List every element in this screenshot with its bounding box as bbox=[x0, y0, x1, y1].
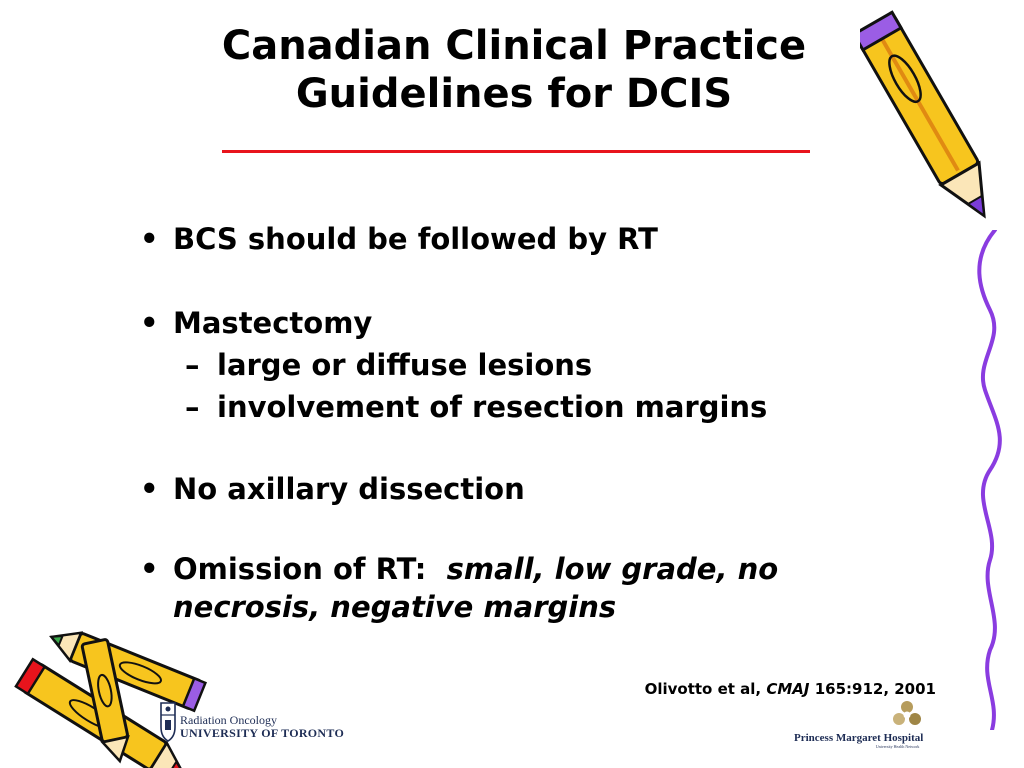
sub-bullet-marker: – bbox=[185, 390, 200, 424]
uoft-department: Radiation Oncology bbox=[180, 713, 277, 727]
uoft-name: UNIVERSITY OF TORONTO bbox=[180, 726, 345, 740]
pmh-network: University Health Network bbox=[875, 744, 920, 749]
bullet-continuation: necrosis, negative margins bbox=[173, 590, 617, 624]
bullet-item bbox=[140, 548, 778, 590]
bullet-item bbox=[140, 302, 372, 344]
bullet-marker: • bbox=[140, 472, 159, 506]
pmh-name: Princess Margaret Hospital bbox=[794, 732, 924, 744]
citation-journal: CMAJ bbox=[766, 680, 810, 698]
bullet-item bbox=[140, 468, 525, 510]
citation-ref: 165:912, 2001 bbox=[814, 680, 936, 698]
bullet-text: Mastectomy bbox=[173, 306, 373, 340]
bullet-italic-text: small, low grade, no bbox=[446, 552, 779, 586]
bullet-text: BCS should be followed by RT bbox=[173, 222, 658, 256]
slide-title bbox=[150, 22, 878, 118]
pencil-icon bbox=[860, 2, 1000, 242]
title-underline bbox=[222, 150, 810, 153]
citation-authors: Olivotto et al, bbox=[644, 680, 762, 698]
bullet-text: Omission of RT: bbox=[173, 552, 427, 586]
sub-bullet-marker: – bbox=[185, 348, 200, 382]
sub-bullet-item bbox=[185, 386, 767, 428]
bullet-text: No axillary dissection bbox=[173, 472, 525, 506]
title-line-1: Canadian Clinical Practice bbox=[221, 23, 807, 69]
title-line-2: Guidelines for DCIS bbox=[295, 71, 733, 117]
squiggle-line bbox=[960, 230, 1020, 730]
citation bbox=[574, 680, 936, 698]
pmh-emblem-icon bbox=[890, 697, 924, 731]
sub-bullet-item bbox=[185, 344, 592, 386]
pencils-icon bbox=[0, 620, 210, 768]
shield-icon bbox=[160, 699, 176, 743]
bullet-marker: • bbox=[140, 306, 159, 340]
bullet-marker: • bbox=[140, 552, 159, 586]
sub-bullet-text: involvement of resection margins bbox=[217, 390, 768, 424]
bullet-marker: • bbox=[140, 222, 159, 256]
sub-bullet-text: large or diffuse lesions bbox=[217, 348, 593, 382]
bullet-item bbox=[140, 218, 658, 260]
